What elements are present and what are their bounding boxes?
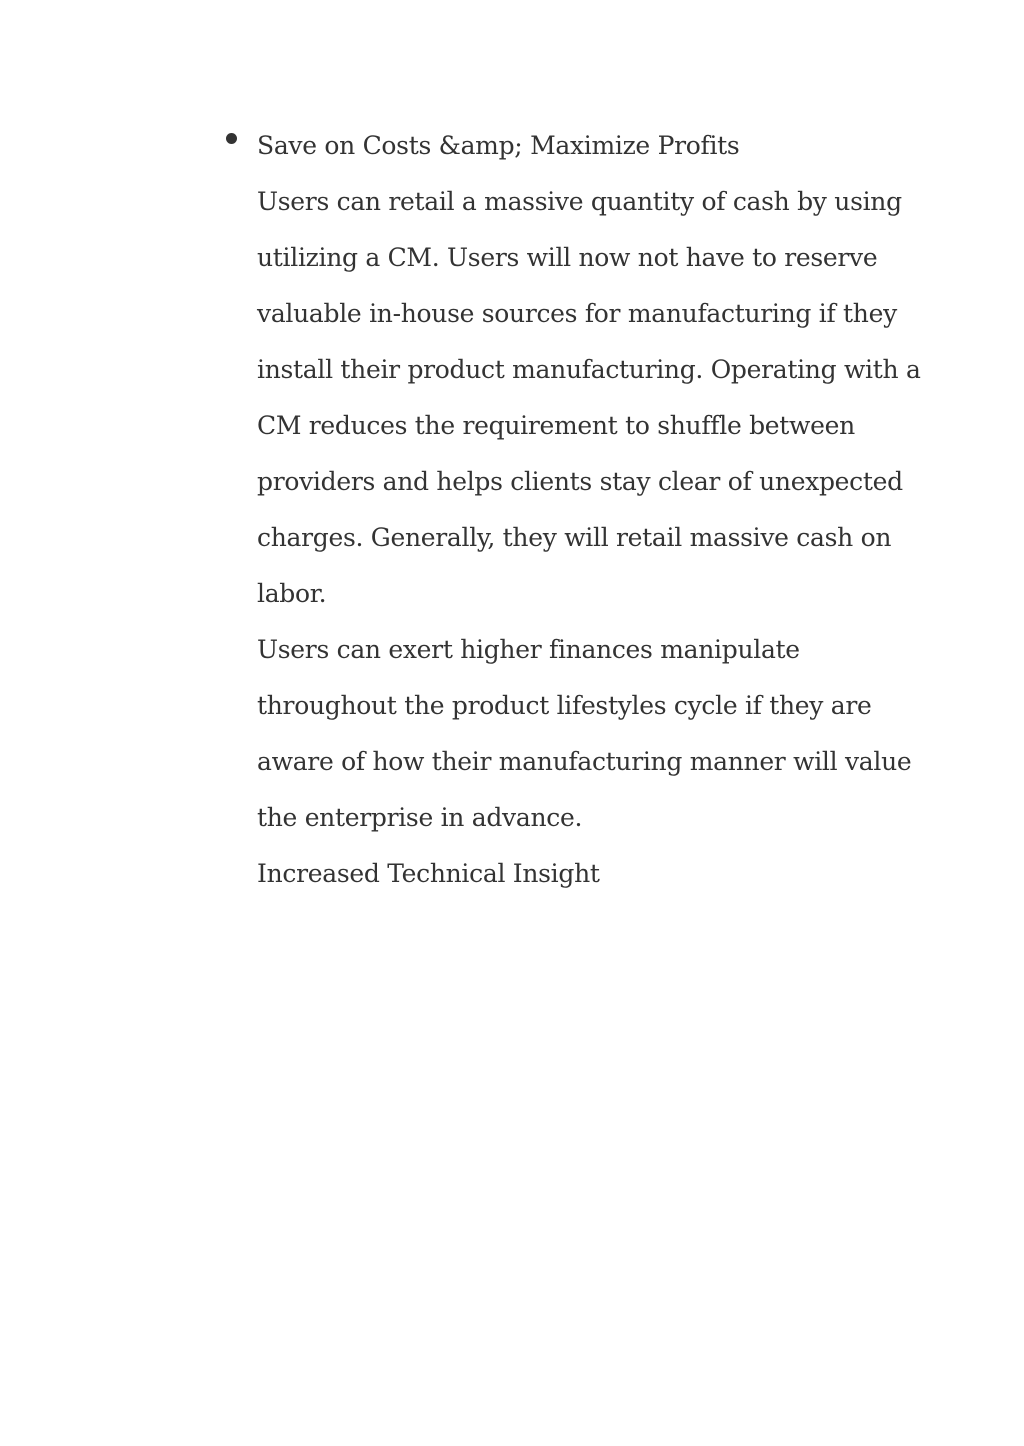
paragraph-line: labor. xyxy=(257,579,327,608)
paragraph-line: valuable in-house sources for manufacturing if they xyxy=(257,299,897,328)
bullet-icon xyxy=(226,133,237,144)
paragraph-line: providers and helps clients stay clear of unexpected xyxy=(257,467,903,496)
bullet-item-content xyxy=(257,118,921,902)
paragraph-line: Users can retail a massive quantity of cash by using xyxy=(257,187,902,216)
paragraph-line: aware of how their manufacturing manner will value xyxy=(257,747,912,776)
list-item-heading: Save on Costs &amp; Maximize Profits xyxy=(257,131,740,160)
section-heading: Increased Technical Insight xyxy=(257,859,600,888)
paragraph-line: utilizing a CM. Users will now not have to reserve xyxy=(257,243,878,272)
paragraph-line: the enterprise in advance. xyxy=(257,803,583,832)
paragraph-line: Users can exert higher finances manipulate xyxy=(257,635,800,664)
paragraph-line: CM reduces the requirement to shuffle between xyxy=(257,411,855,440)
paragraph-line: throughout the product lifestyles cycle if they are xyxy=(257,691,872,720)
paragraph-line: install their product manufacturing. Operating with a xyxy=(257,355,921,384)
paragraph-line: charges. Generally, they will retail massive cash on xyxy=(257,523,892,552)
